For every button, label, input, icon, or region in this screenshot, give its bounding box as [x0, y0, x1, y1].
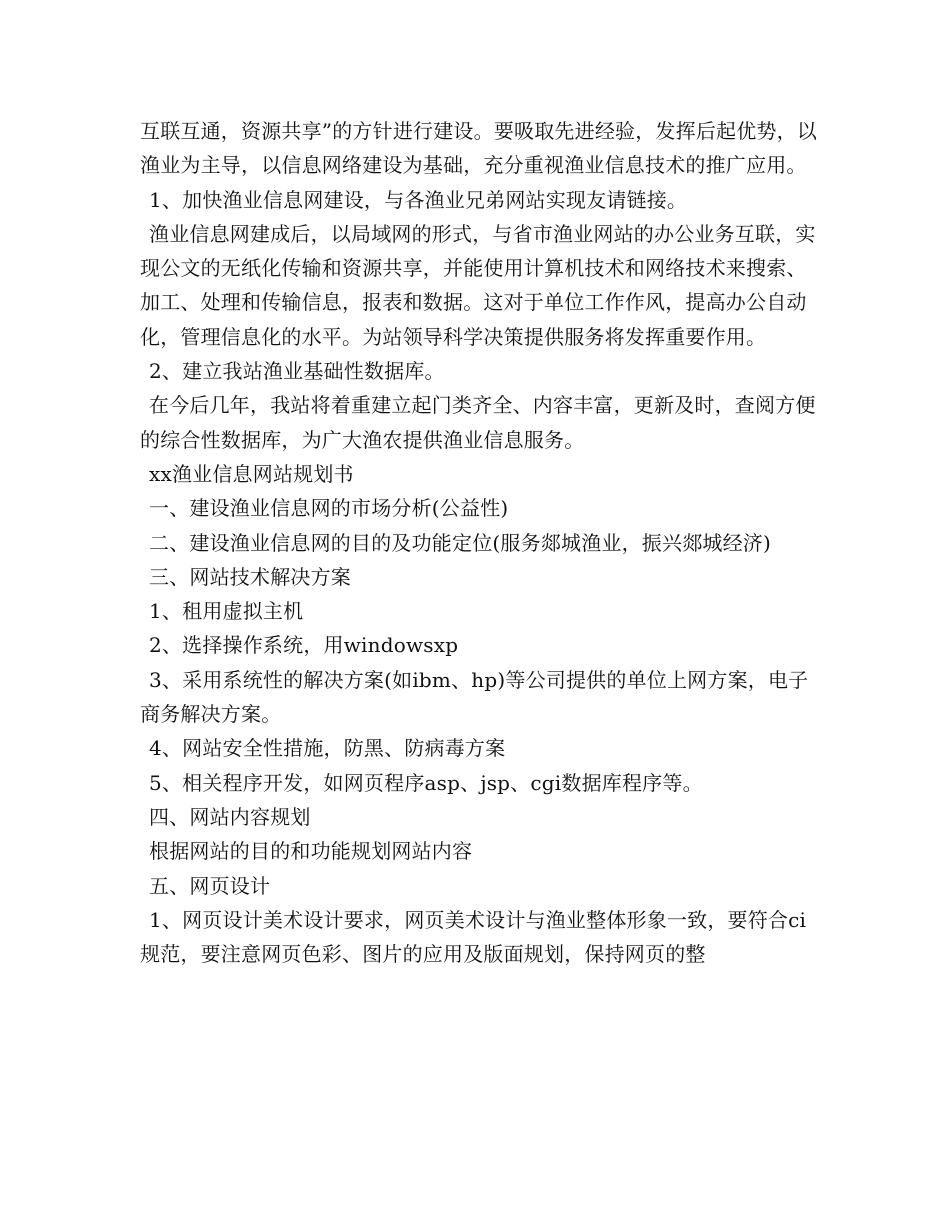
document-body — [140, 114, 820, 971]
list-item: 1、租用虚拟主机 — [149, 599, 304, 624]
heading: 五、网页设计 — [149, 873, 271, 898]
list-item: 2、建立我站渔业基础性数据库。 — [149, 359, 445, 384]
paragraph: 在今后几年，我站将着重建立起门类齐全、内容丰富，更新及时，查阅方便的综合性数据库，为广大渔农提供渔业信息服务。 — [140, 393, 816, 452]
heading: 四、网站内容规划 — [149, 804, 311, 829]
heading: 三、网站技术解决方案 — [149, 564, 351, 589]
heading: 二、建设渔业信息网的目的及功能定位(服务郯城渔业，振兴郯城经济) — [149, 530, 772, 555]
list-item: 5、相关程序开发，如网页程序asp、jsp、cgi数据库程序等。 — [149, 770, 703, 795]
heading: 一、建设渔业信息网的市场分析(公益性) — [149, 496, 509, 521]
list-item: 3、采用系统性的解决方案(如ibm、hp)等公司提供的单位上网方案，电子商务解决方案。 — [140, 667, 809, 727]
list-item: 1、网页设计美术设计要求，网页美术设计与渔业整体形象一致，要符合ci规范，要注意网页色彩、图片的应用及版面规划，保持网页的整 — [140, 907, 807, 967]
section-title: xx渔业信息网站规划书 — [149, 461, 354, 486]
list-item: 1、加快渔业信息网建设，与各渔业兄弟网站实现友请链接。 — [149, 187, 688, 212]
list-item: 2、选择操作系统，用windowsxp — [149, 633, 459, 658]
paragraph: 渔业信息网建成后，以局域网的形式，与省市渔业网站的办公业务互联，实现公文的无纸化传输和资源共享，并能使用计算机技术和网络技术来搜索、加工、处理和传输信息，报表和数据。这对于单位工作作风，提高办公自动化，管理信息化的水平。为站领导科学决策提供服务将发挥重要作用。 — [140, 221, 816, 349]
paragraph-intro: 互联互通，资源共享”的方针进行建设。要吸取先进经验，发挥后起优势，以渔业为主导，以信息网络建设为基础，充分重视渔业信息技术的推广应用。 — [140, 119, 818, 178]
paragraph: 根据网站的目的和功能规划网站内容 — [149, 839, 473, 864]
list-item: 4、网站安全性措施，防黑、防病毒方案 — [149, 736, 506, 761]
